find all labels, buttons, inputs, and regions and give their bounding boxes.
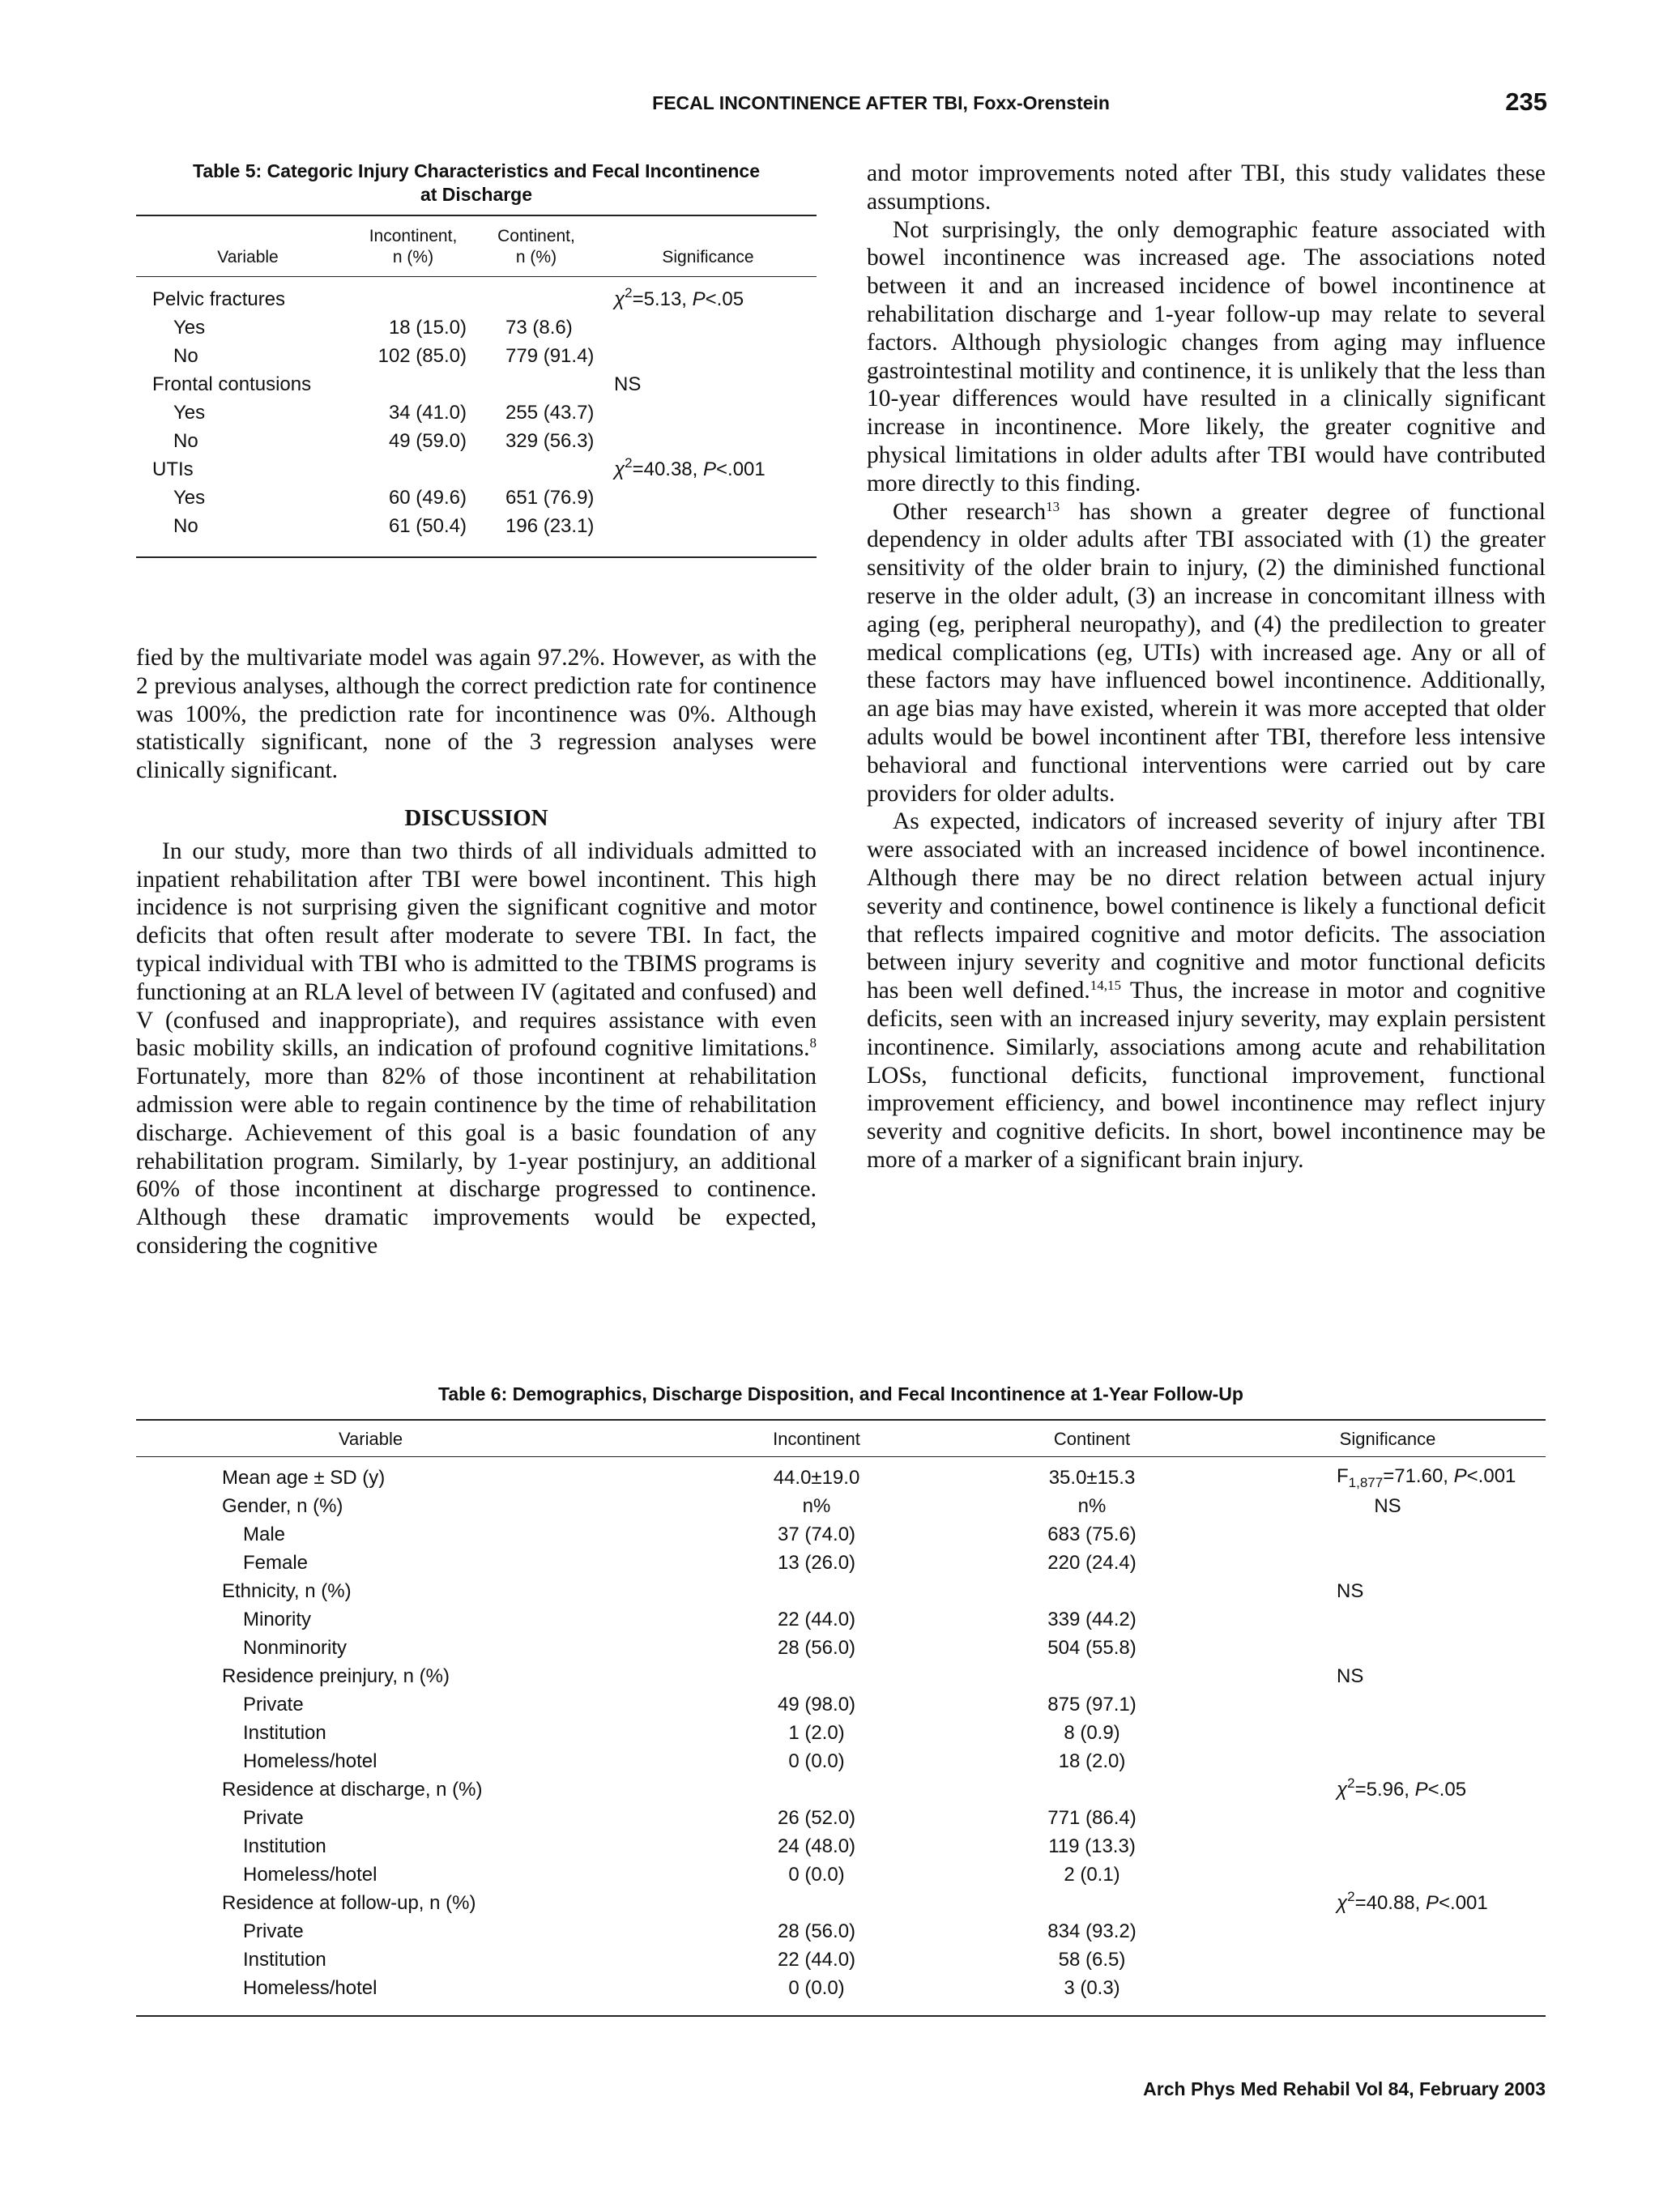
table-6-header-continent: Continent — [954, 1420, 1230, 1457]
table-row — [136, 484, 817, 512]
incontinent-value: 0 (0.0) — [788, 1750, 845, 1772]
continent-value — [954, 1577, 1230, 1605]
continent-value: 875 (97.1) — [1047, 1693, 1137, 1715]
table-5-header-variable: Variable — [136, 215, 360, 277]
continent-value — [473, 455, 599, 484]
journal-citation: Arch Phys Med Rehabil Vol 84, February 2003 — [1143, 2078, 1546, 2099]
incontinent-value: 28 (56.0) — [777, 1636, 856, 1659]
incontinent-value: 26 (52.0) — [777, 1806, 856, 1829]
continent-value — [473, 370, 599, 399]
significance-value — [1230, 1520, 1546, 1549]
incontinent-value — [360, 277, 473, 314]
incontinent-value: 60 (49.6) — [388, 486, 467, 509]
row-label: Homeless/hotel — [243, 1863, 377, 1886]
continent-value — [954, 1662, 1230, 1690]
continent-value: 220 (24.4) — [1047, 1551, 1137, 1574]
continent-value: 3 (0.3) — [1064, 1976, 1120, 1999]
reference-8: 8 — [809, 1035, 817, 1051]
continent-value: 329 (56.3) — [505, 429, 595, 452]
right-column-text — [867, 160, 1546, 1174]
significance-value — [599, 427, 817, 455]
table-6-grid — [136, 1419, 1546, 2017]
significance-value — [599, 313, 817, 342]
running-head: FECAL INCONTINENCE AFTER TBI, Foxx-Orenstein — [652, 92, 1110, 113]
paragraph-discussion-intro-part-1: In our study, more than two thirds of all individuals admitted to inpatient rehabilitation after TBI were bowel incontinent. This high incidence is not surprising given the significant cognitive and motor deficits that often result after moderate to severe TBI. In fact, the typical individual with TBI who is admitted to the TBIMS programs is functioning at an RLA level of between IV (agitated and confused) and V (confused and inappropriate), and requires assistance with even basic mobility skills, an indication of profound cognitive limitations. — [136, 837, 817, 1062]
significance-value — [1230, 1917, 1546, 1946]
significance-value — [1230, 1832, 1546, 1860]
incontinent-value: 28 (56.0) — [777, 1920, 856, 1942]
row-label: No — [173, 344, 198, 367]
table-row — [136, 342, 817, 370]
continent-value: 58 (6.5) — [1058, 1948, 1126, 1971]
significance-value: NS — [1374, 1494, 1401, 1517]
incontinent-value: 18 (15.0) — [388, 316, 467, 339]
row-label: Yes — [173, 486, 206, 509]
table-row — [136, 1492, 1546, 1520]
table-row — [136, 455, 817, 484]
table-5-header-continent — [473, 215, 599, 277]
table-5-header-continent-line-2: n (%) — [515, 248, 557, 266]
table-row — [136, 313, 817, 342]
row-label: Minority — [243, 1608, 312, 1630]
table-row — [136, 1577, 1546, 1605]
significance-value: $\chi^2=40.88$, P<.001 — [1337, 1888, 1488, 1914]
table-5-header-row — [136, 215, 817, 277]
continent-value: 196 (23.1) — [505, 514, 595, 537]
table-row — [136, 1520, 1546, 1549]
row-label: No — [173, 429, 198, 452]
continent-value: 35.0±15.3 — [1048, 1466, 1136, 1489]
significance-value — [599, 484, 817, 512]
significance-value — [599, 512, 817, 557]
paragraph-injury-severity — [867, 808, 1546, 1174]
table-5-header-incontinent-line-1: Incontinent, — [369, 227, 458, 245]
continent-value — [954, 1775, 1230, 1804]
paragraph-discussion-intro — [136, 837, 817, 1260]
paragraph-prediction-rate: fied by the multivariate model was again 97.2%. However, as with the 2 previous analyses, although the correct prediction rate for continence was 100%, the prediction rate for incontinence was 0%. Although statistically significant, none of the 3 regression analyses were clinically significant. — [136, 645, 817, 784]
reference-14-15: 14,15 — [1090, 978, 1122, 994]
paragraph-functional-dependency-part-1: Other research — [893, 498, 1047, 525]
table-6-header-variable: Variable — [136, 1420, 679, 1457]
row-label: Yes — [173, 401, 206, 424]
table-row — [136, 1690, 1546, 1719]
incontinent-value: 44.0±19.0 — [773, 1466, 860, 1489]
table-row — [136, 512, 817, 557]
continent-value: 8 (0.9) — [1064, 1721, 1120, 1744]
table-row — [136, 1549, 1546, 1577]
significance-value — [1230, 1634, 1546, 1662]
table-5-header-continent-line-1: Continent, — [497, 227, 575, 245]
row-label: Private — [243, 1920, 304, 1942]
continent-value: n% — [1077, 1494, 1107, 1517]
table-6 — [136, 1383, 1546, 2017]
incontinent-value: 61 (50.4) — [388, 514, 467, 537]
table-row — [136, 1662, 1546, 1690]
row-label: Residence preinjury, n (%) — [222, 1664, 450, 1687]
table-row — [136, 1719, 1546, 1747]
significance-value — [1230, 1974, 1546, 2016]
row-label: UTIs — [152, 458, 194, 480]
incontinent-value: 0 (0.0) — [788, 1976, 845, 1999]
row-label: Mean age ± SD (y) — [222, 1466, 386, 1489]
table-row — [136, 1747, 1546, 1775]
significance-value — [599, 399, 817, 427]
incontinent-value: 49 (98.0) — [777, 1693, 856, 1715]
table-5-header-incontinent — [360, 215, 473, 277]
continent-value: 834 (93.2) — [1047, 1920, 1137, 1942]
significance-value — [1230, 1747, 1546, 1775]
significance-value: $F_{1,877}=71.60$, P<.001 — [1337, 1464, 1516, 1490]
significance-value — [1230, 1549, 1546, 1577]
table-row — [136, 1775, 1546, 1804]
continent-value: 651 (76.9) — [505, 486, 595, 509]
table-6-header-significance: Significance — [1230, 1420, 1546, 1457]
paragraph-injury-severity-part-2: Thus, the increase in motor and cognitive deficits, seen with an increased injury severity, may explain persistent incontinence. Similarly, associations among acute and rehabilitation LOSs, functional deficits, functional improvement, functional improvement efficiency, and bowel incontinence may reflect injury severity and cognitive deficits. In short, bowel incontinence may be more of a marker of a significant brain injury. — [867, 978, 1546, 1173]
continent-value: 779 (91.4) — [505, 344, 595, 367]
table-row — [136, 1804, 1546, 1832]
row-label: Residence at follow-up, n (%) — [222, 1891, 476, 1914]
significance-value: $\chi^2=5.96$, P<.05 — [1337, 1775, 1467, 1801]
paragraph-discussion-intro-part-2: Fortunately, more than 82% of those incontinent at rehabilitation admission were able to regain continence by the time of rehabilitation discharge. Achievement of this goal is a basic foundation of any rehabilitation program. Similarly, by 1-year postinjury, an additional 60% of those incontinent at discharge progressed to continence. Although these dramatic improvements would be expected, considering the cognitive — [136, 1063, 817, 1259]
row-label: Homeless/hotel — [243, 1976, 377, 1999]
table-row — [136, 1917, 1546, 1946]
continent-value — [954, 1889, 1230, 1917]
significance-value: $\chi^2=5.13$, P<.05 — [614, 284, 744, 310]
row-label: Male — [243, 1523, 286, 1545]
paragraph-injury-severity-part-1: As expected, indicators of increased severity of injury after TBI were associated with an increased incidence of bowel incontinence. Although there may be no direct relation between actual injury severity and continence, bowel continence is likely a functional deficit that reflects impaired cognitive and motor deficits. The association between injury severity and cognitive and motor functional deficits has been well defined. — [867, 808, 1546, 1004]
paragraph-functional-dependency-part-2: has shown a greater degree of functional dependency in older adults after TBI associated with (1) the greater sensitivity of the older brain to injury, (2) the diminished functional reserve in the older adult, (3) an increase in concomitant illness with aging (eg, peripheral neuropathy), and (4) the predilection to greater medical complications (eg, UTIs) with increased age. Any or all of these factors may have influenced bowel incontinence. Additionally, an age bias may have existed, wherein it was more accepted that older adults would be bowel incontinent after TBI, therefore less intensive behavioral and functional interventions were carried out by care providers for older adults. — [867, 498, 1546, 807]
row-label: Yes — [173, 316, 206, 339]
table-row — [136, 1974, 1546, 2016]
significance-value: NS — [1337, 1664, 1364, 1687]
table-row — [136, 399, 817, 427]
table-row — [136, 1889, 1546, 1917]
incontinent-value: n% — [802, 1494, 831, 1517]
incontinent-value: 22 (44.0) — [777, 1948, 856, 1971]
significance-value: $\chi^2=40.38$, P<.001 — [614, 454, 766, 480]
row-label: Private — [243, 1806, 304, 1829]
incontinent-value — [679, 1577, 954, 1605]
continent-value — [473, 277, 599, 314]
incontinent-value — [360, 370, 473, 399]
continent-value: 339 (44.2) — [1047, 1608, 1137, 1630]
reference-13: 13 — [1046, 498, 1060, 514]
row-label: Female — [243, 1551, 309, 1574]
significance-value — [1230, 1605, 1546, 1634]
significance-value — [1230, 1946, 1546, 1974]
incontinent-value: 34 (41.0) — [388, 401, 467, 424]
page-number: 235 — [1505, 87, 1547, 116]
table-5-grid — [136, 215, 817, 558]
row-label: No — [173, 514, 198, 537]
table-6-caption: Table 6: Demographics, Discharge Disposition, and Fecal Incontinence at 1-Year Follow-Up — [438, 1383, 1243, 1404]
incontinent-value: 1 (2.0) — [788, 1721, 845, 1744]
significance-value — [599, 342, 817, 370]
continent-value: 2 (0.1) — [1064, 1863, 1120, 1886]
row-label: Ethnicity, n (%) — [222, 1579, 352, 1602]
incontinent-value — [679, 1775, 954, 1804]
continent-value: 119 (13.3) — [1048, 1835, 1136, 1857]
table-row — [136, 1860, 1546, 1889]
incontinent-value: 24 (48.0) — [777, 1835, 856, 1857]
table-5-caption-line-2: at Discharge — [420, 184, 533, 205]
significance-value — [1230, 1804, 1546, 1832]
incontinent-value: 13 (26.0) — [777, 1551, 856, 1574]
incontinent-value — [679, 1889, 954, 1917]
discussion-heading: DISCUSSION — [404, 804, 548, 831]
row-label: Gender, n (%) — [222, 1494, 343, 1517]
table-5-header-significance: Significance — [599, 215, 817, 277]
incontinent-value — [360, 455, 473, 484]
continent-value: 504 (55.8) — [1047, 1636, 1137, 1659]
incontinent-value: 102 (85.0) — [377, 344, 467, 367]
continent-value: 18 (2.0) — [1058, 1750, 1126, 1772]
table-row — [136, 1457, 1546, 1493]
incontinent-value: 22 (44.0) — [777, 1608, 856, 1630]
row-label: Institution — [243, 1721, 326, 1744]
row-label: Institution — [243, 1835, 326, 1857]
left-column-text — [136, 644, 817, 1260]
paragraph-assumptions: and motor improvements noted after TBI, this study validates these assumptions. — [867, 160, 1546, 215]
paragraph-age: Not surprisingly, the only demographic feature associated with bowel incontinence was increased age. The associations noted between it and an increased incidence of bowel incontinence at rehabilitation discharge and 1-year follow-up may relate to several factors. Although physiologic changes from aging may influence gastrointestinal motility and continence, it is unlikely that the less than 10-year differences would have resulted in a clinically significant increase in incontinence. More likely, the greater cognitive and physical limitations in older adults after TBI would have contributed more directly to this finding. — [867, 216, 1546, 497]
incontinent-value: 49 (59.0) — [388, 429, 467, 452]
row-label: Pelvic fractures — [152, 288, 286, 310]
table-row — [136, 427, 817, 455]
row-label: Residence at discharge, n (%) — [222, 1778, 483, 1801]
continent-value: 255 (43.7) — [505, 401, 595, 424]
row-label: Private — [243, 1693, 304, 1715]
row-label: Frontal contusions — [152, 373, 312, 395]
row-label: Homeless/hotel — [243, 1750, 377, 1772]
significance-value — [1230, 1690, 1546, 1719]
continent-value: 771 (86.4) — [1047, 1806, 1137, 1829]
significance-value — [1230, 1860, 1546, 1889]
table-5-header-incontinent-line-2: n (%) — [392, 248, 434, 266]
paragraph-functional-dependency — [867, 498, 1546, 808]
table-5-caption-line-1: Table 5: Categoric Injury Characteristics and Fecal Incontinence — [192, 160, 760, 181]
table-row — [136, 1605, 1546, 1634]
row-label: Institution — [243, 1948, 326, 1971]
incontinent-value: 37 (74.0) — [777, 1523, 856, 1545]
continent-value: 683 (75.6) — [1047, 1523, 1137, 1545]
significance-value: NS — [1337, 1579, 1364, 1602]
table-row — [136, 1946, 1546, 1974]
table-5 — [136, 160, 817, 558]
table-row — [136, 370, 817, 399]
table-6-header-row — [136, 1420, 1546, 1457]
incontinent-value: 0 (0.0) — [788, 1863, 845, 1886]
row-label: Nonminority — [243, 1636, 348, 1659]
table-row — [136, 277, 817, 314]
table-5-caption — [136, 160, 817, 207]
significance-value: NS — [614, 373, 642, 395]
significance-value — [1230, 1719, 1546, 1747]
table-row — [136, 1832, 1546, 1860]
incontinent-value — [679, 1662, 954, 1690]
table-6-header-incontinent: Incontinent — [679, 1420, 954, 1457]
continent-value: 73 (8.6) — [505, 316, 573, 339]
table-row — [136, 1634, 1546, 1662]
